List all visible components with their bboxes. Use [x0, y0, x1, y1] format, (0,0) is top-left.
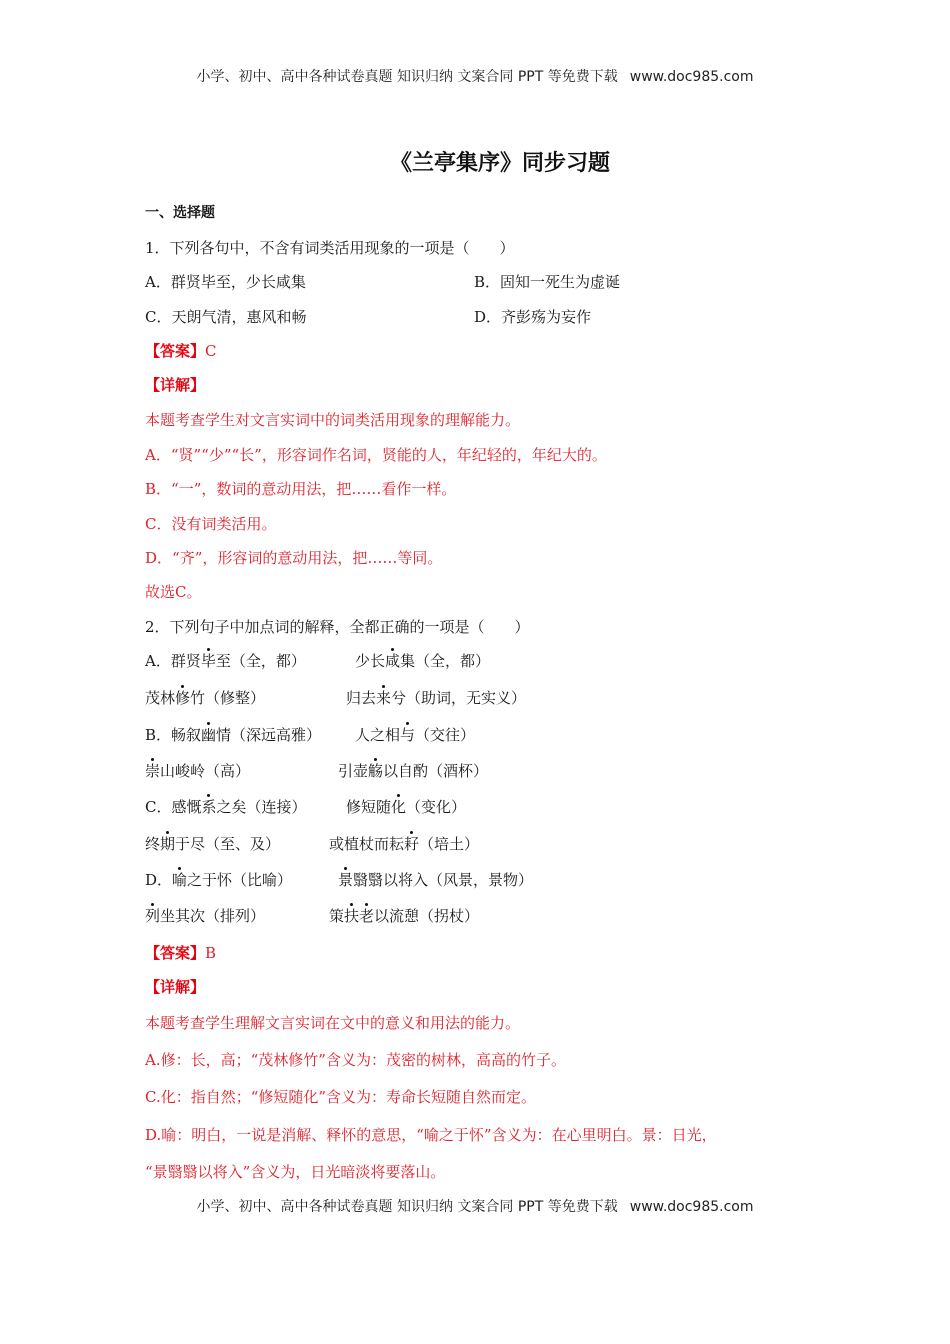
option-text: （交往） [415, 726, 476, 744]
footer-site-link[interactable]: www.doc985.com [629, 1199, 754, 1215]
option-text: 翳翳以将入（风景，景物） [353, 871, 534, 889]
option-text: 修短随 [346, 798, 392, 816]
option-col2 [338, 761, 488, 781]
option-text: 于尽（至、及） [175, 835, 281, 853]
option-col2 [346, 688, 526, 708]
option-text: 茂林 [145, 689, 176, 707]
q1-stem: 1．下列各句中，不含有词类活用现象的一项是（ ） [145, 239, 515, 257]
option-text: 终 [145, 835, 161, 853]
q2-option-row [145, 870, 534, 890]
option-text: A．群贤 [145, 652, 201, 670]
option-text: 以流憩（拐杖） [374, 907, 480, 925]
emphasis-dot-char: 扶 [344, 907, 360, 925]
q1-explanation-line: 本题考查学生对文言实词中的词类活用现象的理解能力。 [145, 411, 521, 429]
option-col2 [329, 906, 479, 926]
section-heading: 一、选择题 [145, 205, 215, 221]
emphasis-dot-char: 化 [391, 798, 407, 816]
emphasis-dot-char: 景 [338, 871, 354, 889]
option-text: 引壶 [338, 762, 369, 780]
q1-explanation-line: A．“贤”“少”“长”，形容词作名词，贤能的人，年纪轻的，年纪大的。 [145, 446, 607, 464]
option-col2 [338, 870, 533, 890]
emphasis-dot-char: 系 [201, 798, 217, 816]
emphasis-dot-char: 觞 [368, 762, 384, 780]
emphasis-dot-char: 老 [359, 907, 375, 925]
q1-option-c: C．天朗气清，惠风和畅 [145, 308, 307, 326]
emphasis-dot-char: 喻 [172, 871, 188, 889]
option-text: （变化） [406, 798, 467, 816]
page-header [0, 66, 950, 86]
emphasis-dot-char: 与 [400, 726, 416, 744]
answer-label: 【答案】 [145, 944, 206, 962]
page-footer [0, 1196, 950, 1216]
option-col2 [355, 651, 490, 671]
q2-explanation-line: C.化：指自然；“修短随化”含义为：寿命长短随自然而定。 [145, 1088, 537, 1106]
option-text: 山峻岭（高） [160, 762, 251, 780]
q2-answer [145, 943, 216, 963]
q1-explanation-line: 故选C。 [145, 583, 202, 601]
option-text: 少长 [355, 652, 386, 670]
option-text: 以自酌（酒杯） [383, 762, 489, 780]
emphasis-dot-char: 来 [376, 689, 392, 707]
q1-explanation-line: B．“一”，数词的意动用法，把……看作一样。 [145, 480, 457, 498]
q1-answer [145, 341, 217, 361]
explain-label: 【详解】 [145, 376, 206, 394]
q1-option-d: D．齐彭殇为妄作 [474, 308, 592, 326]
option-text: 竹（修整） [190, 689, 266, 707]
q1-option-a: A．群贤毕至，少长咸集 [145, 273, 306, 291]
option-text: 情（深远高雅） [216, 726, 322, 744]
option-text: B．畅叙 [145, 726, 202, 744]
emphasis-dot-char: 毕 [200, 652, 216, 670]
q2-option-row [145, 688, 527, 708]
emphasis-dot-char: 耔 [404, 835, 420, 853]
option-text: 集（全，都） [400, 652, 491, 670]
q1-explanation-line: D．“齐”，形容词的意动用法，把……等同。 [145, 549, 443, 567]
q2-explanation-line: D.喻：明白，一说是消解、释怀的意思，“喻之于怀”含义为：在心里明白。景：日光， [145, 1126, 717, 1144]
option-text: 之于怀（比喻） [187, 871, 293, 889]
footer-text: 小学、初中、高中各种试卷真题 知识归纳 文案合同 PPT 等免费下载 [196, 1199, 618, 1215]
option-text: C．感慨 [145, 798, 202, 816]
q2-explanation-line: A.修：长，高；“茂林修竹”含义为：茂密的树林，高高的竹子。 [145, 1051, 566, 1069]
q2-option-row [145, 797, 467, 817]
q1-explain-label [145, 375, 205, 395]
option-text: 人之相 [355, 726, 401, 744]
emphasis-dot-char: 修 [175, 689, 191, 707]
option-col2 [329, 834, 479, 854]
option-text: 策 [329, 907, 345, 925]
q2-option-row [145, 834, 480, 854]
emphasis-dot-char: 幽 [201, 726, 217, 744]
option-text: （培土） [419, 835, 480, 853]
option-text: 归去 [346, 689, 377, 707]
option-col2 [355, 725, 475, 745]
emphasis-dot-char: 列 [145, 907, 161, 925]
option-col2 [346, 797, 466, 817]
q2-option-row [145, 725, 476, 745]
header-site-link[interactable]: www.doc985.com [629, 69, 754, 85]
answer-label: 【答案】 [145, 342, 206, 360]
option-text: 兮（助词，无实义） [391, 689, 527, 707]
option-text: 或植杖而耘 [329, 835, 405, 853]
option-text: 至（全，都） [215, 652, 306, 670]
option-text: 之矣（连接） [216, 798, 307, 816]
emphasis-dot-char: 咸 [385, 652, 401, 670]
q2-option-row [145, 651, 491, 671]
answer-value: C [205, 342, 217, 360]
answer-value: B [205, 944, 217, 962]
q1-explanation-line: C．没有词类活用。 [145, 515, 277, 533]
q1-option-b: B．固知一死生为虚诞 [474, 273, 621, 291]
q2-option-row [145, 761, 489, 781]
q2-stem: 2．下列句子中加点词的解释，全都正确的一项是（ ） [145, 618, 530, 636]
emphasis-dot-char: 崇 [145, 762, 161, 780]
q2-explanation-line: “景翳翳以将入”含义为，日光暗淡将要落山。 [145, 1163, 446, 1181]
emphasis-dot-char: 期 [160, 835, 176, 853]
option-text: D． [145, 871, 173, 889]
header-text: 小学、初中、高中各种试卷真题 知识归纳 文案合同 PPT 等免费下载 [196, 69, 618, 85]
q2-explain-label [145, 977, 205, 997]
explain-label: 【详解】 [145, 978, 206, 996]
document-title: 《兰亭集序》同步习题 [389, 151, 610, 176]
option-text: 坐其次（排列） [160, 907, 266, 925]
q2-explanation-line: 本题考查学生理解文言实词在文中的意义和用法的能力。 [145, 1014, 521, 1032]
q2-option-row [145, 906, 480, 926]
